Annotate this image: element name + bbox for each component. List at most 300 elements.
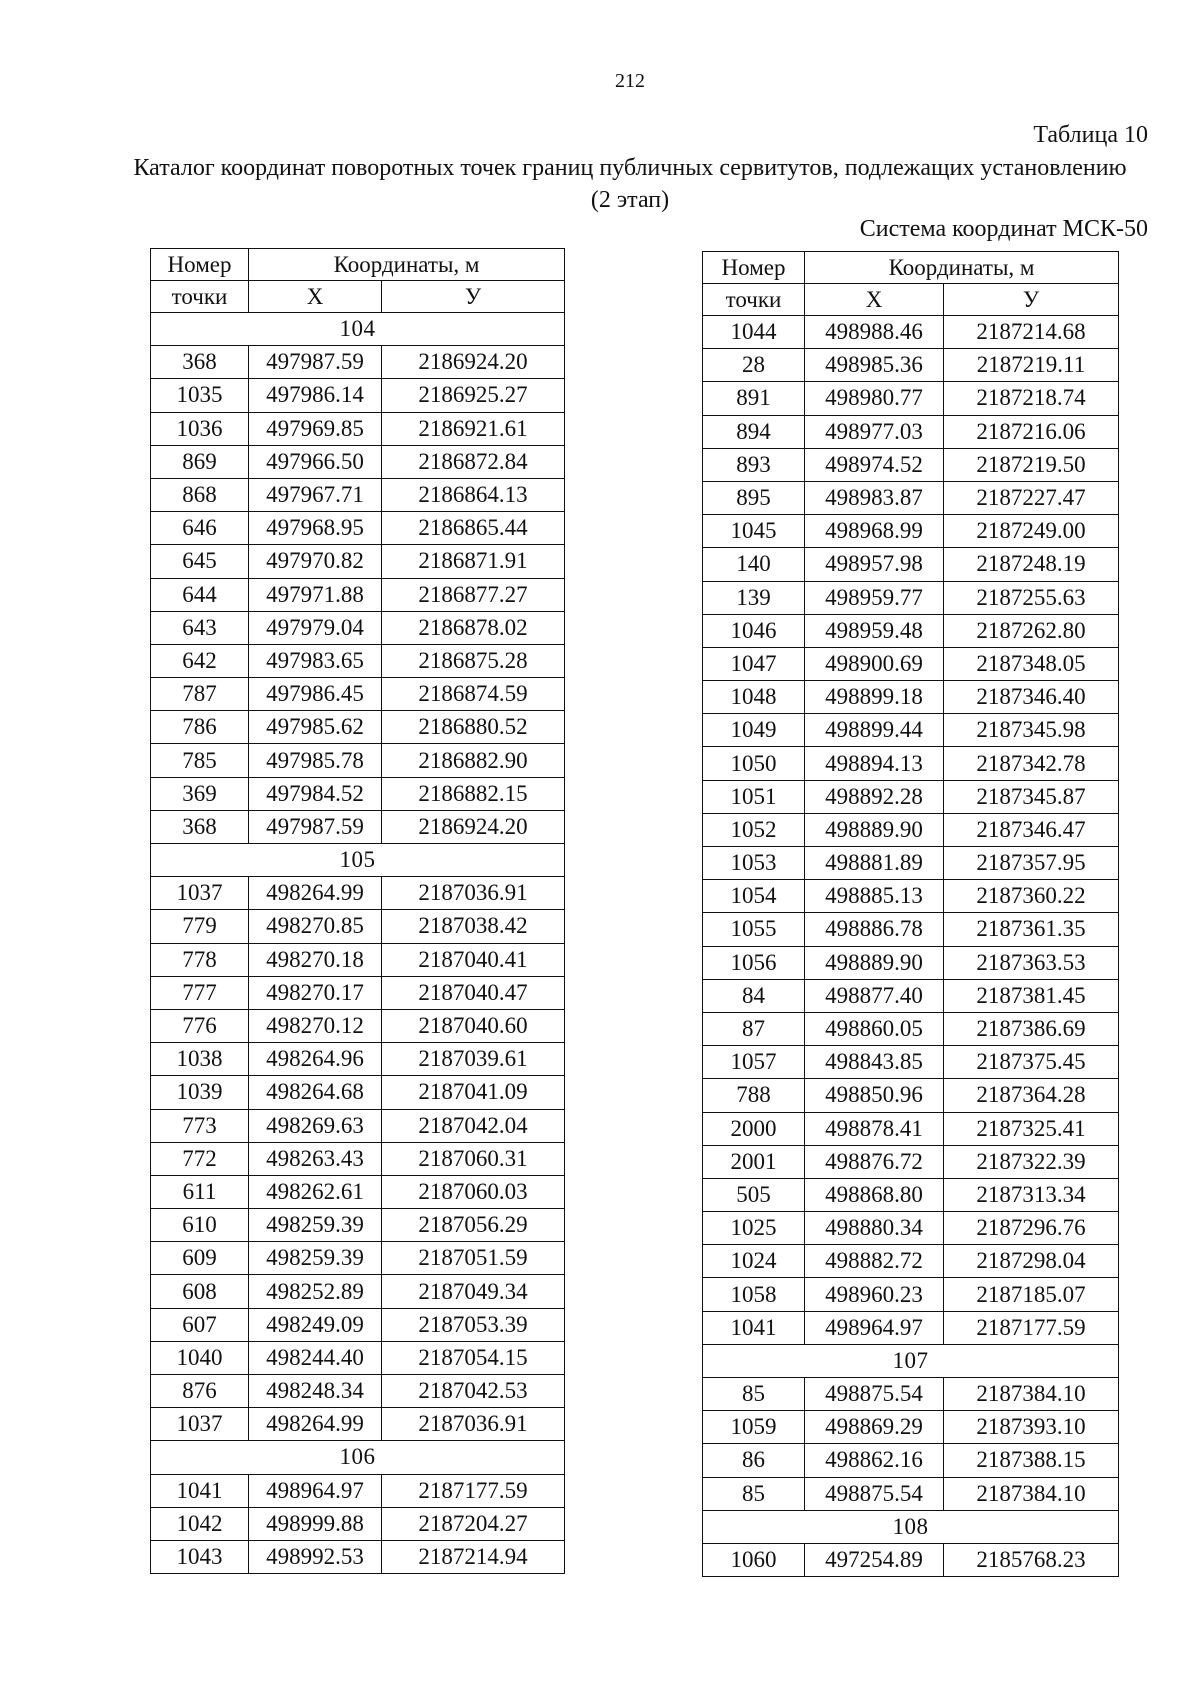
x-coordinate-cell: 498264.99 [249,1408,382,1441]
table-row [703,1278,1119,1311]
point-number-cell: 2000 [703,1112,805,1145]
table-row [703,415,1119,448]
table-row [703,946,1119,979]
point-number-cell: 87 [703,1012,805,1045]
point-number-cell: 1041 [703,1311,805,1344]
table-row [151,644,565,677]
point-number-cell: 1053 [703,847,805,880]
point-number-cell: 891 [703,382,805,415]
x-coordinate-cell: 497985.62 [249,711,382,744]
y-coordinate-cell: 2187345.98 [944,714,1119,747]
point-number-cell: 876 [151,1375,249,1408]
group-number: 105 [151,844,565,877]
y-coordinate-cell: 2187214.94 [382,1540,565,1573]
point-number-cell: 1036 [151,412,249,445]
point-number-cell: 140 [703,548,805,581]
point-number-cell: 28 [703,349,805,382]
point-number-cell: 1055 [703,913,805,946]
y-coordinate-cell: 2187185.07 [944,1278,1119,1311]
table-row [703,747,1119,780]
table-row [151,611,565,644]
x-coordinate-cell: 498259.39 [249,1209,382,1242]
x-coordinate-cell: 498964.97 [805,1311,944,1344]
point-number-cell: 1042 [151,1507,249,1540]
x-coordinate-cell: 498889.90 [805,946,944,979]
y-coordinate-cell: 2187218.74 [944,382,1119,415]
x-coordinate-cell: 498974.52 [805,448,944,481]
x-coordinate-cell: 498270.12 [249,1009,382,1042]
point-number-cell: 608 [151,1275,249,1308]
table-row [151,1408,565,1441]
point-number-cell: 788 [703,1079,805,1112]
x-coordinate-cell: 498248.34 [249,1375,382,1408]
y-coordinate-cell: 2186864.13 [382,478,565,511]
table-row [703,1411,1119,1444]
y-coordinate-cell: 2187298.04 [944,1245,1119,1278]
point-number-cell: 1052 [703,813,805,846]
x-coordinate-cell: 497970.82 [249,545,382,578]
x-coordinate-cell: 498878.41 [805,1112,944,1145]
table-row [703,448,1119,481]
x-coordinate-cell: 498959.77 [805,581,944,614]
table-row [703,1046,1119,1079]
point-number-cell: 895 [703,481,805,514]
point-number-cell: 868 [151,478,249,511]
y-coordinate-cell: 2187219.11 [944,349,1119,382]
table-row [151,810,565,843]
x-coordinate-cell: 497967.71 [249,478,382,511]
x-coordinate-cell: 498999.88 [249,1507,382,1540]
y-coordinate-cell: 2187384.10 [944,1378,1119,1411]
point-number-cell: 869 [151,445,249,478]
y-coordinate-cell: 2187216.06 [944,415,1119,448]
table-row [151,578,565,611]
coordinates-table-left [150,248,565,1574]
y-coordinate-cell: 2186877.27 [382,578,565,611]
point-number-cell: 777 [151,976,249,1009]
header-x: Х [805,284,944,316]
y-coordinate-cell: 2187051.59 [382,1242,565,1275]
table-row [703,316,1119,349]
y-coordinate-cell: 2187060.03 [382,1175,565,1208]
table-row [703,1212,1119,1245]
table-row [703,614,1119,647]
y-coordinate-cell: 2187357.95 [944,847,1119,880]
x-coordinate-cell: 498264.96 [249,1043,382,1076]
table-row [151,346,565,379]
point-number-cell: 1039 [151,1076,249,1109]
table-row [151,1375,565,1408]
x-coordinate-cell: 498977.03 [805,415,944,448]
table-row [151,1109,565,1142]
x-coordinate-cell: 498985.36 [805,349,944,382]
table-row [151,943,565,976]
group-number: 107 [703,1344,1119,1377]
x-coordinate-cell: 498244.40 [249,1341,382,1374]
y-coordinate-cell: 2187345.87 [944,780,1119,813]
y-coordinate-cell: 2187313.34 [944,1178,1119,1211]
point-number-cell: 1050 [703,747,805,780]
y-coordinate-cell: 2187177.59 [944,1311,1119,1344]
x-coordinate-cell: 498875.54 [805,1378,944,1411]
group-row [151,844,565,877]
x-coordinate-cell: 497987.59 [249,346,382,379]
table-row [151,976,565,1009]
y-coordinate-cell: 2187177.59 [382,1474,565,1507]
x-coordinate-cell: 497987.59 [249,810,382,843]
point-number-cell: 1056 [703,946,805,979]
y-coordinate-cell: 2187042.53 [382,1375,565,1408]
table-row [151,1209,565,1242]
table-body-right [703,316,1119,1577]
table-row [703,714,1119,747]
x-coordinate-cell: 498899.18 [805,681,944,714]
group-number: 108 [703,1510,1119,1543]
table-row [151,877,565,910]
y-coordinate-cell: 2187040.41 [382,943,565,976]
point-number-cell: 1048 [703,681,805,714]
y-coordinate-cell: 2187381.45 [944,979,1119,1012]
point-number-cell: 893 [703,448,805,481]
x-coordinate-cell: 498880.34 [805,1212,944,1245]
y-coordinate-cell: 2187219.50 [944,448,1119,481]
point-number-cell: 611 [151,1175,249,1208]
y-coordinate-cell: 2187054.15 [382,1341,565,1374]
y-coordinate-cell: 2186882.15 [382,777,565,810]
point-number-cell: 643 [151,611,249,644]
x-coordinate-cell: 498959.48 [805,614,944,647]
x-coordinate-cell: 498885.13 [805,880,944,913]
table-row [151,478,565,511]
point-number-cell: 85 [703,1378,805,1411]
x-coordinate-cell: 498900.69 [805,647,944,680]
x-coordinate-cell: 497983.65 [249,644,382,677]
header-point-number-2: точки [151,281,249,313]
point-number-cell: 1043 [151,1540,249,1573]
point-number-cell: 644 [151,578,249,611]
x-coordinate-cell: 498882.72 [805,1245,944,1278]
table-row [703,1477,1119,1510]
table-row [703,847,1119,880]
table-row [703,581,1119,614]
table-row [703,647,1119,680]
coordinates-table-right [702,251,1119,1577]
table-row [151,1341,565,1374]
table-row [703,1112,1119,1145]
table-row [703,1543,1119,1576]
x-coordinate-cell: 498957.98 [805,548,944,581]
table-row [703,1079,1119,1112]
y-coordinate-cell: 2186921.61 [382,412,565,445]
group-number: 104 [151,313,565,346]
point-number-cell: 1057 [703,1046,805,1079]
point-number-cell: 139 [703,581,805,614]
table-row [703,1012,1119,1045]
table-row [151,1175,565,1208]
y-coordinate-cell: 2187296.76 [944,1212,1119,1245]
table-row [151,1043,565,1076]
table-row [703,515,1119,548]
point-number-cell: 776 [151,1009,249,1042]
x-coordinate-cell: 498259.39 [249,1242,382,1275]
title-line-2: (2 этап) [590,187,670,213]
x-coordinate-cell: 498269.63 [249,1109,382,1142]
y-coordinate-cell: 2186871.91 [382,545,565,578]
point-number-cell: 84 [703,979,805,1012]
y-coordinate-cell: 2186878.02 [382,611,565,644]
y-coordinate-cell: 2187255.63 [944,581,1119,614]
y-coordinate-cell: 2187262.80 [944,614,1119,647]
point-number-cell: 1047 [703,647,805,680]
point-number-cell: 786 [151,711,249,744]
point-number-cell: 1051 [703,780,805,813]
table-row [151,711,565,744]
table-row [151,1142,565,1175]
table-row [151,777,565,810]
y-coordinate-cell: 2187322.39 [944,1145,1119,1178]
table-row [703,1245,1119,1278]
y-coordinate-cell: 2187214.68 [944,316,1119,349]
y-coordinate-cell: 2187364.28 [944,1079,1119,1112]
point-number-cell: 1035 [151,379,249,412]
x-coordinate-cell: 497985.78 [249,744,382,777]
table-row [151,512,565,545]
point-number-cell: 1025 [703,1212,805,1245]
table-row [151,1308,565,1341]
table-body-left [151,313,565,1574]
y-coordinate-cell: 2187249.00 [944,515,1119,548]
header-y: У [944,284,1119,316]
header-point-number-2: точки [703,284,805,316]
point-number-cell: 1037 [151,877,249,910]
table-row [703,913,1119,946]
table-row [703,813,1119,846]
header-coordinates: Координаты, м [249,249,565,281]
header-point-number: Номер [151,249,249,281]
y-coordinate-cell: 2187053.39 [382,1308,565,1341]
x-coordinate-cell: 497254.89 [805,1543,944,1576]
point-number-cell: 645 [151,545,249,578]
table-row [151,1275,565,1308]
x-coordinate-cell: 498881.89 [805,847,944,880]
y-coordinate-cell: 2187036.91 [382,1408,565,1441]
point-number-cell: 1024 [703,1245,805,1278]
y-coordinate-cell: 2187325.41 [944,1112,1119,1145]
table-row [703,481,1119,514]
point-number-cell: 2001 [703,1145,805,1178]
x-coordinate-cell: 498886.78 [805,913,944,946]
x-coordinate-cell: 498270.17 [249,976,382,1009]
x-coordinate-cell: 497971.88 [249,578,382,611]
table-row [151,1540,565,1573]
coordinate-system-label: Система координат МСК-50 [859,216,1148,242]
x-coordinate-cell: 498899.44 [805,714,944,747]
group-row [703,1344,1119,1377]
y-coordinate-cell: 2187038.42 [382,910,565,943]
x-coordinate-cell: 498894.13 [805,747,944,780]
x-coordinate-cell: 498983.87 [805,481,944,514]
header-coordinates: Координаты, м [805,252,1119,284]
x-coordinate-cell: 498992.53 [249,1540,382,1573]
point-number-cell: 1059 [703,1411,805,1444]
table-row [151,910,565,943]
x-coordinate-cell: 497979.04 [249,611,382,644]
y-coordinate-cell: 2187342.78 [944,747,1119,780]
point-number-cell: 1046 [703,614,805,647]
header-point-number: Номер [703,252,805,284]
y-coordinate-cell: 2186882.90 [382,744,565,777]
y-coordinate-cell: 2187375.45 [944,1046,1119,1079]
y-coordinate-cell: 2187248.19 [944,548,1119,581]
table-row [151,1507,565,1540]
point-number-cell: 368 [151,346,249,379]
group-number: 106 [151,1441,565,1474]
x-coordinate-cell: 497966.50 [249,445,382,478]
x-coordinate-cell: 498960.23 [805,1278,944,1311]
point-number-cell: 1038 [151,1043,249,1076]
point-number-cell: 85 [703,1477,805,1510]
table-row [703,979,1119,1012]
x-coordinate-cell: 498964.97 [249,1474,382,1507]
y-coordinate-cell: 2187386.69 [944,1012,1119,1045]
x-coordinate-cell: 498850.96 [805,1079,944,1112]
y-coordinate-cell: 2186924.20 [382,810,565,843]
y-coordinate-cell: 2187384.10 [944,1477,1119,1510]
y-coordinate-cell: 2187039.61 [382,1043,565,1076]
point-number-cell: 1037 [151,1408,249,1441]
x-coordinate-cell: 498264.99 [249,877,382,910]
point-number-cell: 772 [151,1142,249,1175]
table-row [151,1076,565,1109]
y-coordinate-cell: 2186872.84 [382,445,565,478]
x-coordinate-cell: 498860.05 [805,1012,944,1045]
x-coordinate-cell: 498262.61 [249,1175,382,1208]
page-number: 212 [615,70,645,92]
y-coordinate-cell: 2187363.53 [944,946,1119,979]
point-number-cell: 787 [151,678,249,711]
x-coordinate-cell: 498263.43 [249,1142,382,1175]
point-number-cell: 642 [151,644,249,677]
y-coordinate-cell: 2187042.04 [382,1109,565,1142]
table-row [151,412,565,445]
y-coordinate-cell: 2187056.29 [382,1209,565,1242]
point-number-cell: 773 [151,1109,249,1142]
x-coordinate-cell: 498968.99 [805,515,944,548]
x-coordinate-cell: 498889.90 [805,813,944,846]
group-row [151,313,565,346]
point-number-cell: 779 [151,910,249,943]
table-row [703,1145,1119,1178]
title-line-1: Каталог координат поворотных точек границ публичных сервитутов, подлежащих установлению [133,155,1127,181]
y-coordinate-cell: 2187348.05 [944,647,1119,680]
table-row [151,744,565,777]
point-number-cell: 1040 [151,1341,249,1374]
group-row [151,1441,565,1474]
x-coordinate-cell: 498270.85 [249,910,382,943]
table-row [703,548,1119,581]
y-coordinate-cell: 2186874.59 [382,678,565,711]
table-row [703,880,1119,913]
x-coordinate-cell: 498264.68 [249,1076,382,1109]
x-coordinate-cell: 497968.95 [249,512,382,545]
point-number-cell: 1044 [703,316,805,349]
table-row [151,445,565,478]
point-number-cell: 369 [151,777,249,810]
table-row [151,1009,565,1042]
table-row [151,678,565,711]
y-coordinate-cell: 2186875.28 [382,644,565,677]
y-coordinate-cell: 2186865.44 [382,512,565,545]
point-number-cell: 607 [151,1308,249,1341]
y-coordinate-cell: 2187346.40 [944,681,1119,714]
point-number-cell: 505 [703,1178,805,1211]
point-number-cell: 609 [151,1242,249,1275]
table-row [151,545,565,578]
x-coordinate-cell: 498980.77 [805,382,944,415]
y-coordinate-cell: 2187388.15 [944,1444,1119,1477]
point-number-cell: 894 [703,415,805,448]
group-row [703,1510,1119,1543]
table-row [151,1474,565,1507]
table-row [703,382,1119,415]
table-row [703,1311,1119,1344]
y-coordinate-cell: 2187393.10 [944,1411,1119,1444]
point-number-cell: 610 [151,1209,249,1242]
y-coordinate-cell: 2187036.91 [382,877,565,910]
x-coordinate-cell: 498843.85 [805,1046,944,1079]
x-coordinate-cell: 498876.72 [805,1145,944,1178]
x-coordinate-cell: 498862.16 [805,1444,944,1477]
point-number-cell: 646 [151,512,249,545]
x-coordinate-cell: 498875.54 [805,1477,944,1510]
table-row [703,1378,1119,1411]
x-coordinate-cell: 497969.85 [249,412,382,445]
table-row [703,1444,1119,1477]
header-y: У [382,281,565,313]
table-row [703,681,1119,714]
table-row [703,1178,1119,1211]
table-label: Таблица 10 [1033,122,1148,148]
point-number-cell: 86 [703,1444,805,1477]
point-number-cell: 1049 [703,714,805,747]
x-coordinate-cell: 498988.46 [805,316,944,349]
table-row [703,780,1119,813]
x-coordinate-cell: 497986.45 [249,678,382,711]
header-x: Х [249,281,382,313]
x-coordinate-cell: 498249.09 [249,1308,382,1341]
point-number-cell: 1054 [703,880,805,913]
y-coordinate-cell: 2186880.52 [382,711,565,744]
y-coordinate-cell: 2186924.20 [382,346,565,379]
x-coordinate-cell: 498892.28 [805,780,944,813]
x-coordinate-cell: 497986.14 [249,379,382,412]
y-coordinate-cell: 2187360.22 [944,880,1119,913]
y-coordinate-cell: 2187346.47 [944,813,1119,846]
x-coordinate-cell: 498252.89 [249,1275,382,1308]
y-coordinate-cell: 2186925.27 [382,379,565,412]
y-coordinate-cell: 2187060.31 [382,1142,565,1175]
point-number-cell: 1045 [703,515,805,548]
document-title [100,152,1160,216]
y-coordinate-cell: 2187040.47 [382,976,565,1009]
x-coordinate-cell: 498868.80 [805,1178,944,1211]
table-row [151,1242,565,1275]
x-coordinate-cell: 498270.18 [249,943,382,976]
table-row [151,379,565,412]
x-coordinate-cell: 497984.52 [249,777,382,810]
y-coordinate-cell: 2185768.23 [944,1543,1119,1576]
point-number-cell: 778 [151,943,249,976]
